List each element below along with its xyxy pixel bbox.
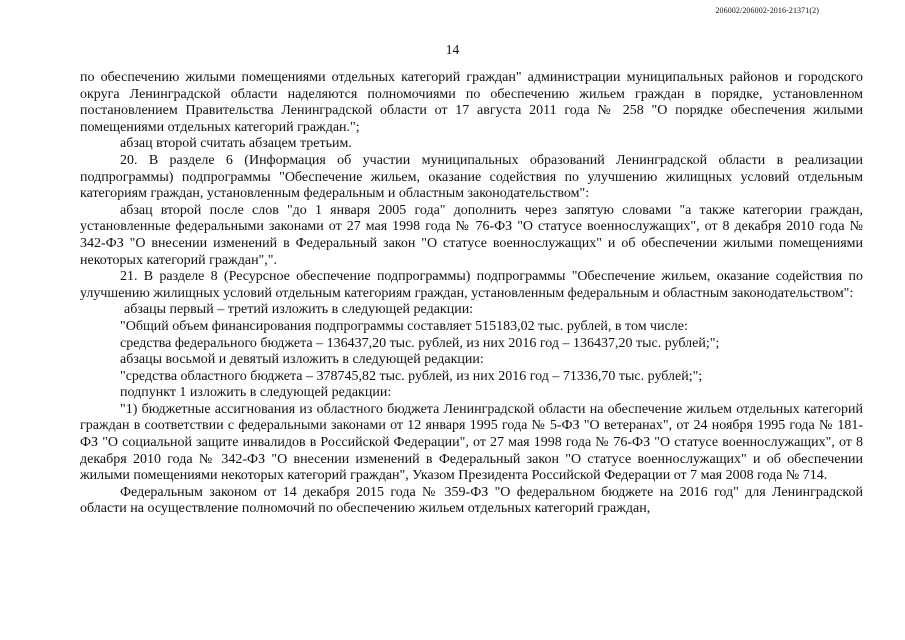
paragraph: абзацы восьмой и девятый изложить в следующей редакции: (120, 352, 484, 368)
paragraph: "средства областного бюджета – 378745,82 тыс. рублей, из них 2016 год – 71336,70 тыс. рублей;"; (120, 368, 703, 384)
document-body (80, 70, 863, 518)
paragraph: по обеспечению жилыми помещениями отдельных категорий граждан" администрации муниципальных районов и городского округа Ленинградской области наделяются полномочиями по обеспечению жильем граждан в порядке, установленном постановлением Правительства Ленинградской области от 17 августа 2011 года № 258 "О порядке обеспечения жилыми помещениями отдельных категорий граждан."; (80, 70, 863, 135)
paragraph: средства федерального бюджета – 136437,20 тыс. рублей, из них 2016 год – 136437,20 тыс. рублей;"; (120, 335, 720, 351)
paragraph: подпункт 1 изложить в следующей редакции: (120, 385, 392, 401)
paragraph: абзац второй считать абзацем третьим. (120, 136, 352, 152)
paragraph: абзац второй после слов "до 1 января 2005 года" дополнить через запятую словами "а также категории граждан, установленные федеральными законами от 27 мая 1998 года № 76-ФЗ "О статусе военнослужащих", от 8 декабря 2010 года № 342-ФЗ "О внесении изменений в Федеральный закон "О статусе военнослужащих" и об обеспечении жилыми помещениями некоторых категорий граждан",". (80, 202, 863, 268)
page-number: 14 (445, 42, 460, 57)
paragraph: 21. В разделе 8 (Ресурсное обеспечение подпрограммы) подпрограммы "Обеспечение жильем, оказание содействия по улучшению жилищных условий отдельным категориям граждан, установленным федеральным и областным законодательством": (80, 269, 863, 301)
paragraph: "1) бюджетные ассигнования из областного бюджета Ленинградской области на обеспечение жильем отдельных категорий граждан в соответствии с федеральными законами от 12 января 1995 года № 5-ФЗ "О ветеранах", от 24 ноября 1995 года № 181-ФЗ "О социальной защите инвалидов в Российской Федерации", от 27 мая 1998 года № 76-ФЗ "О статусе военнослужащих", от 8 декабря 2010 года № 342-ФЗ "О внесении изменений в Федеральный закон "О статусе военнослужащих" и об обеспечении жилыми помещениями некоторых категорий граждан", Указом Президента Российской Федерации от 7 мая 2008 года № 714. (80, 401, 863, 484)
paragraph: абзацы первый – третий изложить в следующей редакции: (124, 302, 474, 318)
paragraph: "Общий объем финансирования подпрограммы составляет 515183,02 тыс. рублей, в том числе: (120, 318, 688, 334)
document-id: 206002/206002-2016-21371(2) (715, 6, 819, 15)
paragraph: 20. В разделе 6 (Информация об участии муниципальных образований Ленинградской области в реализации подпрограммы) подпрограммы "Обеспечение жильем, оказание содействия по улучшению жилищных условий отдельным категориям граждан, установленным федеральным и областным законодательством": (80, 152, 863, 202)
paragraph: Федеральным законом от 14 декабря 2015 года № 359-ФЗ "О федеральном бюджете на 2016 год" для Ленинградской области на осуществление полномочий по обеспечению жильем отдельных категорий граждан, (80, 484, 863, 517)
